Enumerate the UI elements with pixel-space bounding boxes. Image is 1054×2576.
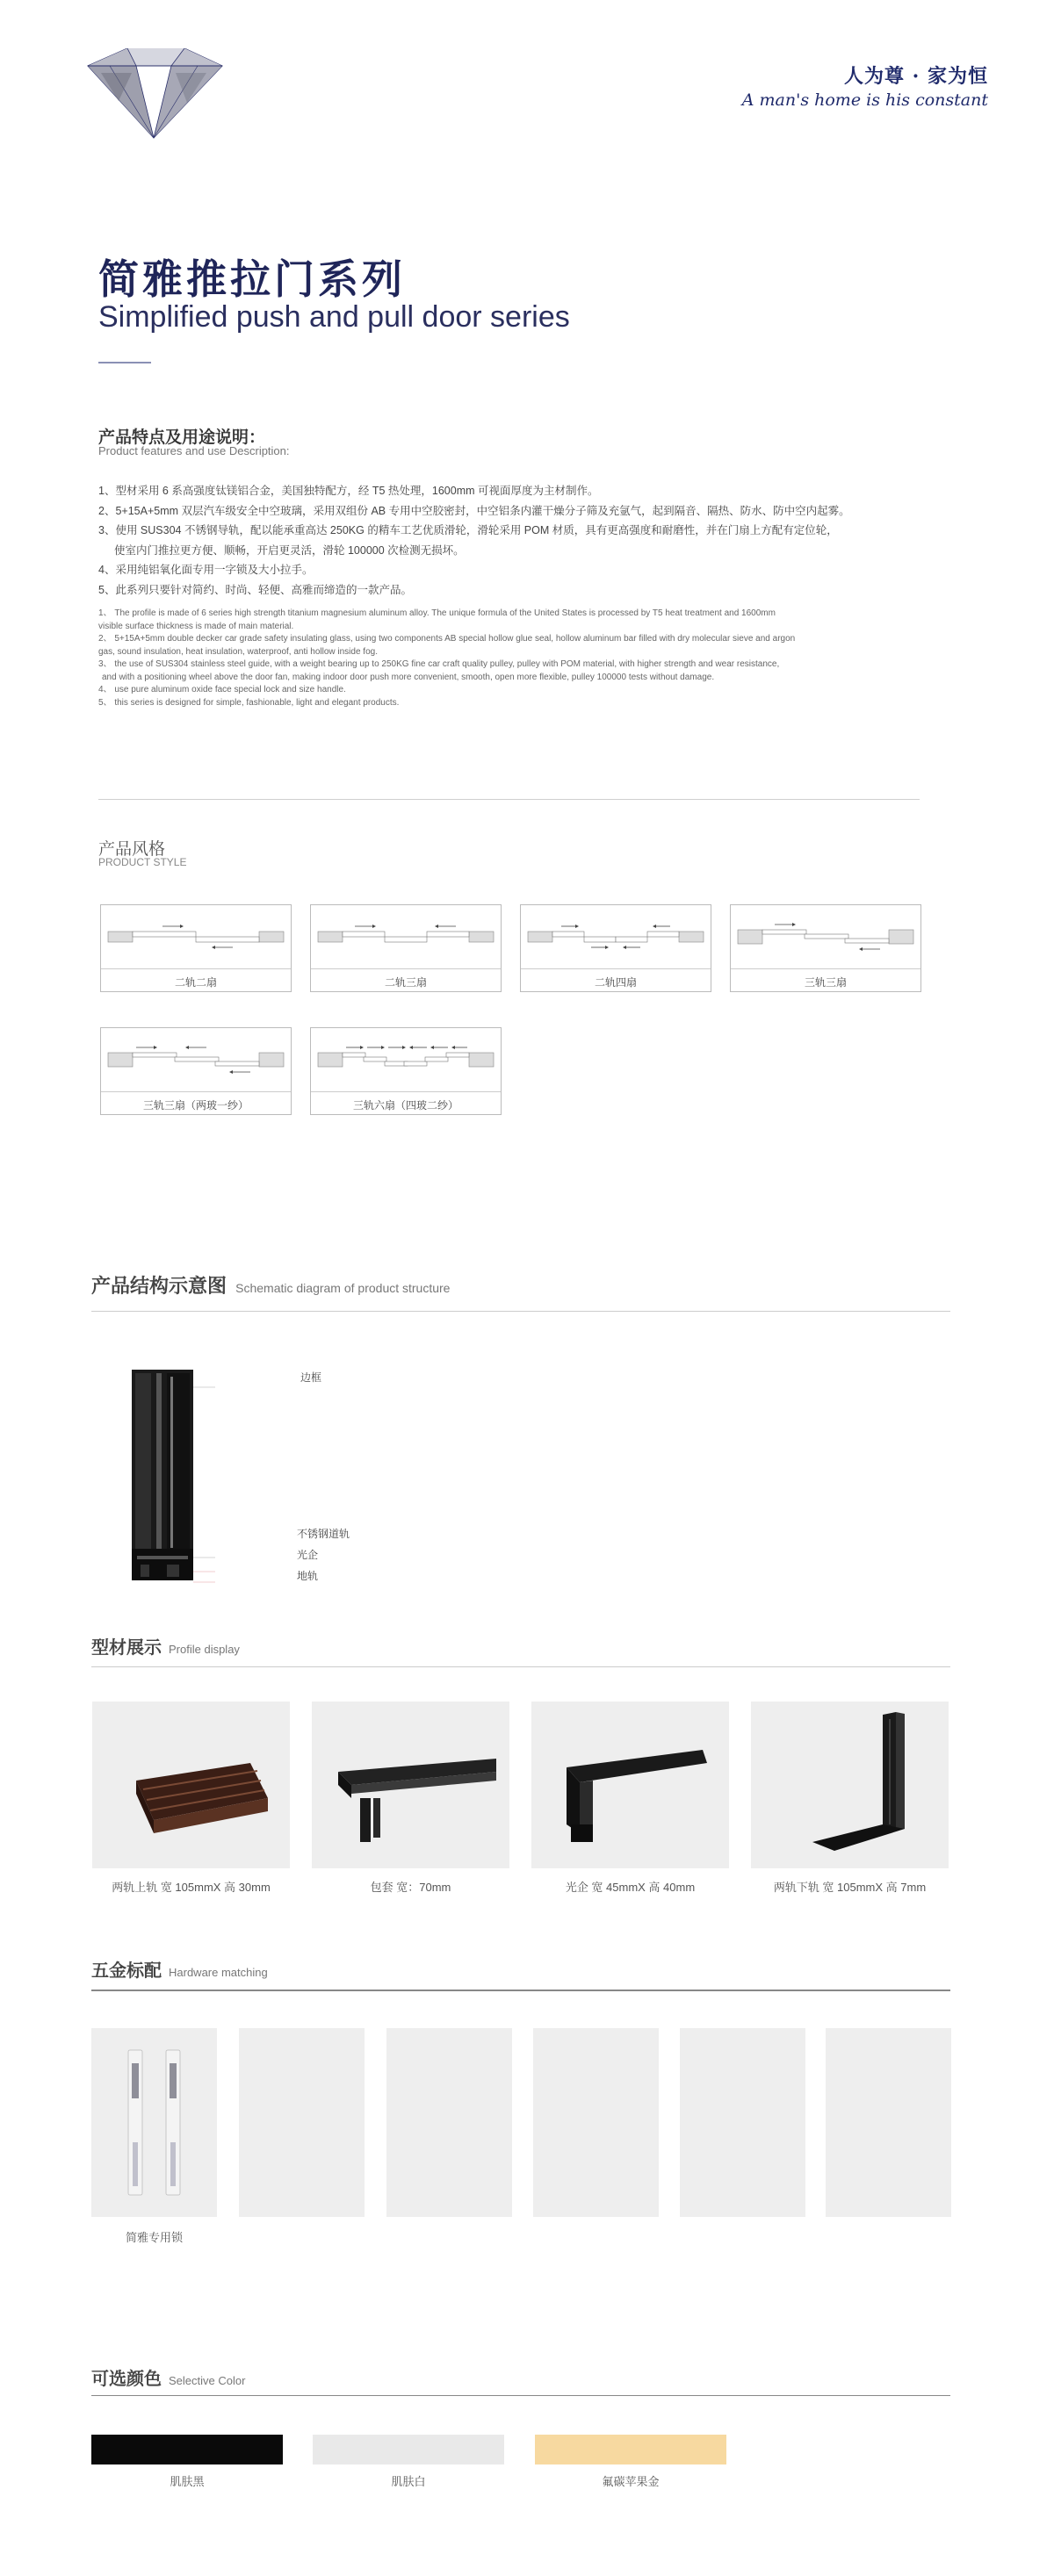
- feature-en-item: gas, sound insulation, heat insulation, waterproof, anti hollow inside fog.: [98, 646, 378, 657]
- feature-cn-item: 4、采用纯铝氧化面专用一字锁及大小拉手。: [98, 564, 314, 576]
- color-swatch: [313, 2435, 504, 2464]
- color-label: 氟碳苹果金: [602, 2475, 660, 2488]
- page-title-cn: 简雅推拉门系列: [98, 255, 406, 303]
- profile-label: 光企 宽 45mmX 高 40mm: [565, 1881, 696, 1894]
- feature-en-item: 3、 the use of SUS304 stainless steel guide, with a weight bearing up to 250KG fine car craft quality pulley, pulley with POM material, with higher strength and wear resistance,: [98, 659, 780, 669]
- door-layout-diagram: [101, 905, 291, 967]
- hardware-card-empty: [826, 2028, 951, 2217]
- card-separator: [311, 1091, 501, 1092]
- color-title-en: Selective Color: [169, 2374, 246, 2387]
- style-label: 三轨三扇（两玻一纱）: [142, 1099, 249, 1112]
- hardware-label: 简雅专用锁: [125, 2231, 183, 2244]
- callout-ground-rail: 地轨: [297, 1570, 319, 1582]
- style-label: 三轨六扇（四玻二纱）: [352, 1099, 458, 1112]
- features-title: 产品特点及用途说明：: [98, 428, 266, 447]
- features-en-list: [98, 608, 889, 709]
- door-layout-diagram: [311, 1028, 501, 1090]
- hardware-title-cn: 五金标配: [91, 1961, 162, 1981]
- color-title: [91, 2364, 245, 2390]
- profile-card: [531, 1702, 729, 1868]
- callout-steel-rail: 不锈钢道轨: [297, 1528, 350, 1540]
- feature-en-item: 1、 The profile is made of 6 series high strength titanium magnesium aluminum alloy. The unique formula of the United States is processed by T5 heat treatment and 1600mm: [98, 608, 776, 618]
- style-card: [310, 1027, 502, 1115]
- frame-profile-image: [114, 1361, 220, 1589]
- style-card: [100, 1027, 292, 1115]
- feature-en-item: 2、 5+15A+5mm double decker car grade safety insulating glass, using two components AB special hollow glue seal, hollow aluminum bar filled with dry molecular sieve and argon: [98, 634, 796, 644]
- card-separator: [521, 968, 711, 969]
- brand-slogan-en: A man's home is his constant: [741, 90, 988, 110]
- style-label: 二轨三扇: [384, 976, 427, 989]
- hardware-title: [91, 1956, 268, 1982]
- door-layout-diagram: [101, 1028, 291, 1090]
- color-label: 肌肤黑: [170, 2475, 205, 2488]
- brand-block: [742, 61, 988, 110]
- profile-display-title-en: Profile display: [169, 1643, 240, 1656]
- profile-label: 两轨下轨 宽 105mmX 高 7mm: [773, 1881, 927, 1894]
- section-divider: [91, 1311, 950, 1312]
- door-layout-diagram: [311, 905, 501, 967]
- feature-en-item: 5、 this series is designed for simple, fashionable, light and elegant products.: [98, 697, 400, 708]
- profile-display-title-cn: 型材展示: [91, 1638, 162, 1658]
- bottom-rail-image: [751, 1702, 949, 1868]
- section-divider: [91, 2395, 950, 2396]
- top-rail-image: [92, 1702, 290, 1868]
- product-style-subtitle: PRODUCT STYLE: [98, 856, 187, 868]
- lock-image: [91, 2028, 217, 2217]
- style-card: [310, 904, 502, 992]
- section-divider: [91, 1990, 950, 1991]
- feature-en-item: and with a positioning wheel above the door fan, making indoor door push more convenient, smooth, open more flexible, pulley 100000 tests without damage.: [102, 672, 715, 682]
- door-layout-diagram: [731, 905, 920, 967]
- structure-title: [91, 1271, 450, 1299]
- feature-cn-item: 2、5+15A+5mm 双层汽车级安全中空玻璃，采用双组份 AB 专用中空胶密封，中空铝条内灌干燥分子筛及充氩气，起到隔音、隔热、防水、防中空内起雾。: [98, 504, 850, 517]
- hardware-card-empty: [680, 2028, 805, 2217]
- card-separator: [101, 968, 291, 969]
- profile-label: 包套 宽：70mm: [370, 1881, 451, 1894]
- feature-cn-item: 5、此系列只要针对简约、时尚、轻便、高雅而缔造的一款产品。: [98, 583, 412, 596]
- door-layout-diagram: [521, 905, 711, 967]
- style-label: 二轨二扇: [174, 976, 217, 989]
- style-card: [730, 904, 921, 992]
- card-separator: [731, 968, 920, 969]
- hardware-card-empty: [533, 2028, 659, 2217]
- section-divider: [98, 799, 920, 800]
- feature-cn-item: 3、使用 SUS304 不锈钢导轨，配以能承重高达 250KG 的精车工艺优质滑轮，滑轮采用 POM 材质，具有更高强度和耐磨性，并在门扇上方配有定位轮，: [98, 524, 838, 536]
- casing-image: [312, 1702, 509, 1868]
- style-card: [520, 904, 711, 992]
- page-title-en: Simplified push and pull door series: [98, 300, 570, 334]
- style-label: 三轨三扇: [804, 976, 847, 989]
- color-swatch: [91, 2435, 283, 2464]
- structure-title-en: Schematic diagram of product structure: [235, 1281, 451, 1295]
- color-swatch: [535, 2435, 726, 2464]
- hardware-title-en: Hardware matching: [169, 1966, 268, 1979]
- profile-display-title: [91, 1633, 240, 1659]
- diamond-logo: [83, 48, 224, 140]
- feature-cn-item: 使室内门推拉更方便、顺畅，开启更灵活，滑轮 100000 次检测无损坏。: [114, 543, 465, 557]
- section-divider: [91, 1666, 950, 1667]
- color-label: 肌肤白: [391, 2475, 426, 2488]
- title-underline: [98, 362, 151, 363]
- structure-title-cn: 产品结构示意图: [91, 1275, 227, 1297]
- hardware-card-empty: [239, 2028, 365, 2217]
- profile-label: 两轨上轨 宽 105mmX 高 30mm: [112, 1881, 271, 1894]
- features-cn-list: [98, 481, 889, 600]
- profile-card: [312, 1702, 509, 1868]
- callout-light-enterprise: 光企: [297, 1549, 319, 1561]
- product-style-title: 产品风格: [98, 840, 166, 859]
- light-enterprise-image: [531, 1702, 729, 1868]
- feature-cn-item: 1、型材采用 6 系高强度钛镁铝合金，美国独特配方，经 T5 热处理，1600mm 可视面厚度为主材制作。: [98, 485, 599, 497]
- feature-en-item: visible surface thickness is made of main material.: [98, 621, 294, 631]
- profile-card: [751, 1702, 949, 1868]
- style-label: 二轨四扇: [594, 976, 637, 989]
- brand-slogan-cn: 人为尊 · 家为恒: [844, 65, 988, 88]
- color-title-cn: 可选颜色: [91, 2370, 162, 2389]
- feature-en-item: 4、 use pure aluminum oxide face special lock and size handle.: [98, 685, 346, 694]
- features-subtitle: Product features and use Description:: [98, 444, 290, 457]
- card-separator: [311, 968, 501, 969]
- hardware-card: [91, 2028, 217, 2217]
- hardware-card-empty: [386, 2028, 512, 2217]
- style-card: [100, 904, 292, 992]
- profile-card: [92, 1702, 290, 1868]
- card-separator: [101, 1091, 291, 1092]
- callout-frame: 边框: [300, 1371, 322, 1384]
